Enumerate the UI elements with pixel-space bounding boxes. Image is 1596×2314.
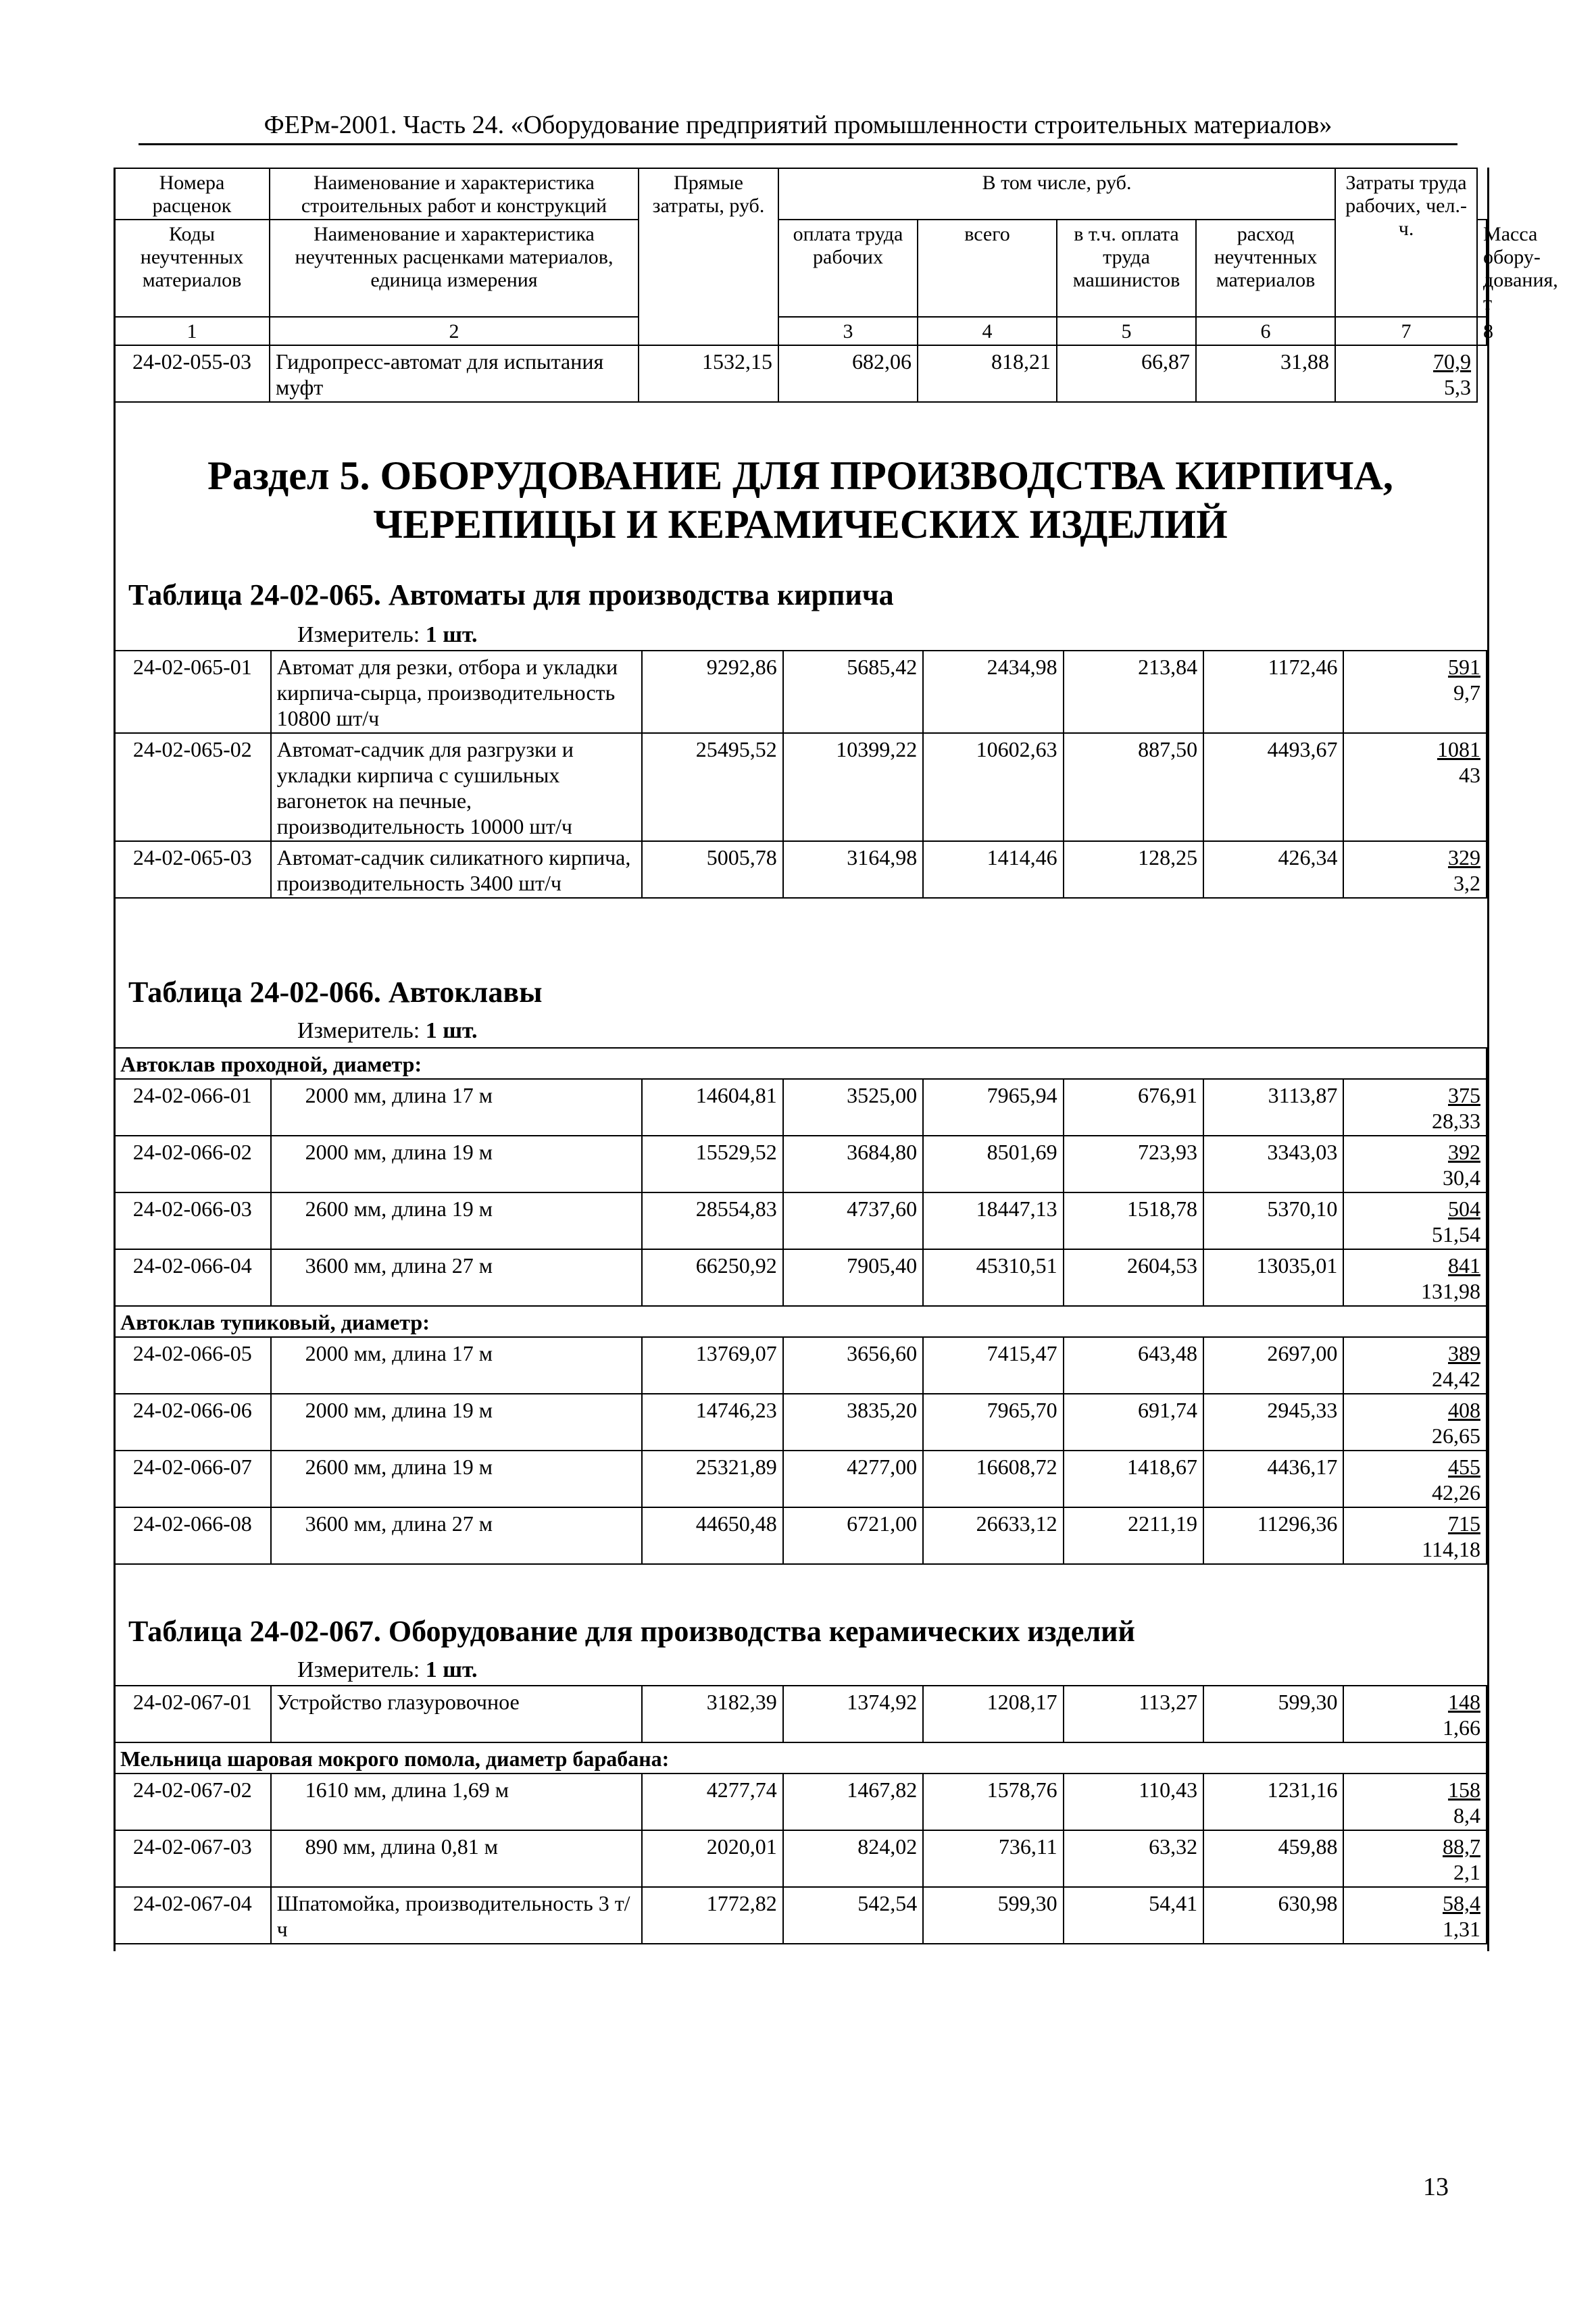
machinist-pay: 1518,78 (1064, 1192, 1203, 1249)
worker-pay: 10399,22 (783, 733, 923, 841)
measure-value: 1 шт. (425, 1657, 478, 1682)
machinist-pay: 63,32 (1064, 1830, 1203, 1887)
labor-hours: 841 (1448, 1253, 1480, 1278)
rate-code: 24-02-066-07 (114, 1451, 271, 1507)
machinist-pay: 643,48 (1064, 1337, 1203, 1394)
rate-name: Устройство глазуровочное (271, 1686, 643, 1742)
table-row (114, 1686, 1487, 1742)
machinist-pay: 2211,19 (1064, 1507, 1203, 1564)
rate-name: Автомат-садчик для разгрузки и укладки кирпича с сушильных вагонеток на печные, производительность 10000 шт/ч (271, 733, 643, 841)
rate-name: 2000 мм, длина 17 м (271, 1337, 643, 1394)
labor-hours: 88,7 (1443, 1834, 1480, 1859)
subgroup-row (114, 1306, 1487, 1337)
labor-hours: 1081 (1437, 737, 1480, 761)
machine-total: 1578,76 (923, 1774, 1063, 1830)
col-num-2: 2 (270, 317, 639, 345)
labor-mass (1343, 733, 1487, 841)
direct-costs: 14746,23 (642, 1394, 782, 1451)
measure-value: 1 шт. (425, 622, 478, 647)
direct-costs: 4277,74 (642, 1774, 782, 1830)
direct-costs: 66250,92 (642, 1249, 782, 1306)
labor-mass (1343, 1830, 1487, 1887)
rate-name: 1610 мм, длина 1,69 м (271, 1774, 643, 1830)
machine-total: 10602,63 (923, 733, 1063, 841)
equipment-mass: 42,26 (1432, 1480, 1480, 1505)
worker-pay: 1374,92 (783, 1686, 923, 1742)
labor-mass (1343, 1394, 1487, 1451)
machinist-pay: 110,43 (1064, 1774, 1203, 1830)
table-067-measure (297, 1657, 478, 1684)
labor-hours: 70,9 (1433, 349, 1472, 374)
machinist-pay: 691,74 (1064, 1394, 1203, 1451)
machine-total: 26633,12 (923, 1507, 1063, 1564)
machine-total: 8501,69 (923, 1136, 1063, 1192)
machinist-pay: 2604,53 (1064, 1249, 1203, 1306)
rate-name: 2000 мм, длина 19 м (271, 1394, 643, 1451)
rate-code: 24-02-066-02 (114, 1136, 271, 1192)
direct-costs: 25321,89 (642, 1451, 782, 1507)
equipment-mass: 51,54 (1432, 1222, 1480, 1247)
table-row (114, 1830, 1487, 1887)
subgroup-heading: Автоклав проходной, диаметр: (114, 1048, 1487, 1079)
table-row (114, 1079, 1487, 1136)
materials: 13035,01 (1203, 1249, 1343, 1306)
rate-code: 24-02-067-03 (114, 1830, 271, 1887)
labor-hours: 58,4 (1443, 1891, 1480, 1915)
rate-name: 2600 мм, длина 19 м (271, 1451, 643, 1507)
labor-mass (1343, 1774, 1487, 1830)
labor-hours: 455 (1448, 1455, 1480, 1479)
rate-name: Автомат-садчик силикатного кирпича, производительность 3400 шт/ч (271, 841, 643, 898)
materials: 5370,10 (1203, 1192, 1343, 1249)
table-row (114, 1249, 1487, 1306)
labor-hours: 389 (1448, 1341, 1480, 1365)
rate-name: 2600 мм, длина 19 м (271, 1192, 643, 1249)
table-row (114, 1887, 1487, 1944)
direct-costs: 1532,15 (639, 345, 778, 402)
section-title-line1: Раздел 5. ОБОРУДОВАНИЕ ДЛЯ ПРОИЗВОДСТВА КИРПИЧА, (207, 453, 1393, 498)
machinist-pay: 676,91 (1064, 1079, 1203, 1136)
equipment-mass: 28,33 (1432, 1109, 1480, 1133)
table-row (114, 1774, 1487, 1830)
hdr-kody: Коды неучтенных материалов (114, 220, 270, 317)
direct-costs: 25495,52 (642, 733, 782, 841)
table-066 (114, 1047, 1487, 1565)
subgroup-heading: Мельница шаровая мокрого помола, диаметр барабана: (114, 1742, 1487, 1774)
measure-label: Измеритель: (297, 1657, 420, 1682)
materials: 3113,87 (1203, 1079, 1343, 1136)
table-row (114, 1337, 1487, 1394)
direct-costs: 28554,83 (642, 1192, 782, 1249)
labor-mass (1343, 1136, 1487, 1192)
materials: 2697,00 (1203, 1337, 1343, 1394)
labor-hours: 715 (1448, 1511, 1480, 1536)
machine-total: 1208,17 (923, 1686, 1063, 1742)
worker-pay: 1467,82 (783, 1774, 923, 1830)
hdr-vtch: в т.ч. оплата труда машинистов (1057, 220, 1196, 317)
machine-total: 7415,47 (923, 1337, 1063, 1394)
subgroup-row (114, 1048, 1487, 1079)
labor-mass (1335, 345, 1477, 402)
worker-pay: 824,02 (783, 1830, 923, 1887)
labor-mass (1343, 1451, 1487, 1507)
labor-hours: 504 (1448, 1197, 1480, 1221)
worker-pay: 7905,40 (783, 1249, 923, 1306)
table-row (114, 1451, 1487, 1507)
col-num-3: 3 (778, 317, 918, 345)
direct-costs: 15529,52 (642, 1136, 782, 1192)
materials: 1231,16 (1203, 1774, 1343, 1830)
col-num-5: 5 (1057, 317, 1196, 345)
subgroup-heading: Автоклав тупиковый, диаметр: (114, 1306, 1487, 1337)
table-row (114, 345, 1487, 402)
worker-pay: 6721,00 (783, 1507, 923, 1564)
equipment-mass: 9,7 (1453, 680, 1480, 705)
col-num-1: 1 (114, 317, 270, 345)
equipment-mass: 26,65 (1432, 1424, 1480, 1448)
machinist-pay: 113,27 (1064, 1686, 1203, 1742)
materials: 3343,03 (1203, 1136, 1343, 1192)
col-num-7: 7 (1335, 317, 1477, 345)
machinist-pay: 128,25 (1064, 841, 1203, 898)
rate-name: Шпатомойка, производительность 3 т/ч (271, 1887, 643, 1944)
worker-pay: 3656,60 (783, 1337, 923, 1394)
machine-total: 16608,72 (923, 1451, 1063, 1507)
materials: 11296,36 (1203, 1507, 1343, 1564)
direct-costs: 1772,82 (642, 1887, 782, 1944)
materials: 630,98 (1203, 1887, 1343, 1944)
labor-hours: 375 (1448, 1083, 1480, 1107)
rate-code: 24-02-065-02 (114, 733, 271, 841)
labor-mass (1343, 1507, 1487, 1564)
machine-total: 2434,98 (923, 651, 1063, 733)
machinist-pay: 54,41 (1064, 1887, 1203, 1944)
equipment-mass: 24,42 (1432, 1367, 1480, 1391)
direct-costs: 14604,81 (642, 1079, 782, 1136)
machinist-pay: 66,87 (1057, 345, 1196, 402)
worker-pay: 3835,20 (783, 1394, 923, 1451)
table-067 (114, 1685, 1487, 1944)
table-066-title: Таблица 24-02-066. Автоклавы (128, 976, 543, 1009)
rate-code: 24-02-055-03 (114, 345, 270, 402)
worker-pay: 4737,60 (783, 1192, 923, 1249)
machine-total: 7965,94 (923, 1079, 1063, 1136)
hdr-zatraty-truda: Затраты труда рабочих, чел.-ч. (1335, 168, 1477, 317)
table-row (114, 1507, 1487, 1564)
rate-name: Автомат для резки, отбора и укладки кирпича-сырца, производительность 10800 шт/ч (271, 651, 643, 733)
rate-code: 24-02-065-01 (114, 651, 271, 733)
rate-code: 24-02-066-08 (114, 1507, 271, 1564)
direct-costs: 5005,78 (642, 841, 782, 898)
labor-mass (1343, 841, 1487, 898)
table-065-measure (297, 622, 478, 649)
hdr-vsego: всего (918, 220, 1057, 317)
measure-value: 1 шт. (425, 1018, 478, 1043)
equipment-mass: 5,3 (1444, 375, 1472, 399)
labor-hours: 158 (1448, 1778, 1480, 1802)
equipment-mass: 43 (1459, 763, 1480, 787)
table-065-title: Таблица 24-02-065. Автоматы для производства кирпича (128, 578, 894, 611)
table-row (114, 1394, 1487, 1451)
rate-name: 3600 мм, длина 27 м (271, 1249, 643, 1306)
table-065 (114, 650, 1487, 899)
direct-costs: 2020,01 (642, 1830, 782, 1887)
equipment-mass: 2,1 (1453, 1860, 1480, 1884)
direct-costs: 9292,86 (642, 651, 782, 733)
materials: 1172,46 (1203, 651, 1343, 733)
materials: 599,30 (1203, 1686, 1343, 1742)
labor-mass (1343, 651, 1487, 733)
machine-total: 1414,46 (923, 841, 1063, 898)
table-067-title: Таблица 24-02-067. Оборудование для производства керамических изделий (128, 1615, 1135, 1648)
rate-code: 24-02-066-05 (114, 1337, 271, 1394)
equipment-mass: 30,4 (1443, 1165, 1480, 1190)
equipment-mass: 114,18 (1422, 1537, 1480, 1561)
header-table (114, 168, 1558, 403)
labor-hours: 408 (1448, 1398, 1480, 1422)
materials: 4436,17 (1203, 1451, 1343, 1507)
machine-total: 7965,70 (923, 1394, 1063, 1451)
running-head: ФЕРм-2001. Часть 24. «Оборудование предприятий промышленности строительных материалов» (139, 107, 1457, 145)
labor-hours: 148 (1448, 1690, 1480, 1714)
rate-code: 24-02-066-01 (114, 1079, 271, 1136)
rate-code: 24-02-066-04 (114, 1249, 271, 1306)
rate-code: 24-02-065-03 (114, 841, 271, 898)
rate-name: 3600 мм, длина 27 м (271, 1507, 643, 1564)
materials: 31,88 (1196, 345, 1335, 402)
direct-costs: 44650,48 (642, 1507, 782, 1564)
machinist-pay: 213,84 (1064, 651, 1203, 733)
machine-total: 818,21 (918, 345, 1057, 402)
worker-pay: 3525,00 (783, 1079, 923, 1136)
labor-mass (1343, 1337, 1487, 1394)
labor-mass (1343, 1249, 1487, 1306)
rate-name: 2000 мм, длина 17 м (271, 1079, 643, 1136)
rate-code: 24-02-067-02 (114, 1774, 271, 1830)
equipment-mass: 1,66 (1443, 1715, 1480, 1740)
materials: 459,88 (1203, 1830, 1343, 1887)
direct-costs: 13769,07 (642, 1337, 782, 1394)
machine-total: 736,11 (923, 1830, 1063, 1887)
equipment-mass: 3,2 (1453, 871, 1480, 895)
page-number: 13 (1423, 2173, 1449, 2201)
materials: 2945,33 (1203, 1394, 1343, 1451)
labor-hours: 392 (1448, 1140, 1480, 1164)
worker-pay: 3684,80 (783, 1136, 923, 1192)
machinist-pay: 887,50 (1064, 733, 1203, 841)
hdr-vtom: В том числе, руб. (778, 168, 1335, 220)
worker-pay: 3164,98 (783, 841, 923, 898)
hdr-rashod: расход неучтенных материалов (1196, 220, 1335, 317)
hdr-nomera: Номера расценок (114, 168, 270, 220)
rate-code: 24-02-067-01 (114, 1686, 271, 1742)
table-row (114, 733, 1487, 841)
measure-label: Измеритель: (297, 1018, 420, 1043)
machine-total: 18447,13 (923, 1192, 1063, 1249)
table-row (114, 1136, 1487, 1192)
labor-mass (1343, 1887, 1487, 1944)
worker-pay: 682,06 (778, 345, 918, 402)
labor-mass (1343, 1192, 1487, 1249)
subgroup-row (114, 1742, 1487, 1774)
labor-mass (1343, 1686, 1487, 1742)
machine-total: 599,30 (923, 1887, 1063, 1944)
table-row (114, 651, 1487, 733)
rate-name: Гидропресс-автомат для испытания муфт (270, 345, 639, 402)
worker-pay: 4277,00 (783, 1451, 923, 1507)
hdr-naim2: Наименование и характеристика неучтенных расценками материалов, единица измерения (270, 220, 639, 317)
labor-hours: 329 (1448, 845, 1480, 870)
materials: 4493,67 (1203, 733, 1343, 841)
machinist-pay: 723,93 (1064, 1136, 1203, 1192)
machine-total: 45310,51 (923, 1249, 1063, 1306)
rate-code: 24-02-066-06 (114, 1394, 271, 1451)
section-title-line2: ЧЕРЕПИЦЫ И КЕРАМИЧЕСКИХ ИЗДЕЛИЙ (373, 502, 1228, 547)
labor-mass (1343, 1079, 1487, 1136)
hdr-massa: Масса обору-дования, т (1477, 220, 1487, 317)
rate-name: 890 мм, длина 0,81 м (271, 1830, 643, 1887)
materials: 426,34 (1203, 841, 1343, 898)
hdr-naim1: Наименование и характеристика строительных работ и конструкций (270, 168, 639, 220)
worker-pay: 5685,42 (783, 651, 923, 733)
col-num-8: 8 (1477, 317, 1487, 345)
table-066-measure (297, 1017, 478, 1045)
table-row (114, 841, 1487, 898)
rate-code: 24-02-067-04 (114, 1887, 271, 1944)
measure-label: Измеритель: (297, 622, 420, 647)
equipment-mass: 1,31 (1443, 1917, 1480, 1941)
direct-costs: 3182,39 (642, 1686, 782, 1742)
col-num-4: 4 (918, 317, 1057, 345)
rate-name: 2000 мм, длина 19 м (271, 1136, 643, 1192)
table-row (114, 1192, 1487, 1249)
hdr-pryamye: Прямые затраты, руб. (639, 168, 778, 345)
equipment-mass: 8,4 (1453, 1803, 1480, 1828)
equipment-mass: 131,98 (1421, 1279, 1480, 1303)
col-num-6: 6 (1196, 317, 1335, 345)
hdr-oplata-rabochih: оплата труда рабочих (778, 220, 918, 317)
machinist-pay: 1418,67 (1064, 1451, 1203, 1507)
labor-hours: 591 (1448, 655, 1480, 679)
worker-pay: 542,54 (783, 1887, 923, 1944)
rate-code: 24-02-066-03 (114, 1192, 271, 1249)
